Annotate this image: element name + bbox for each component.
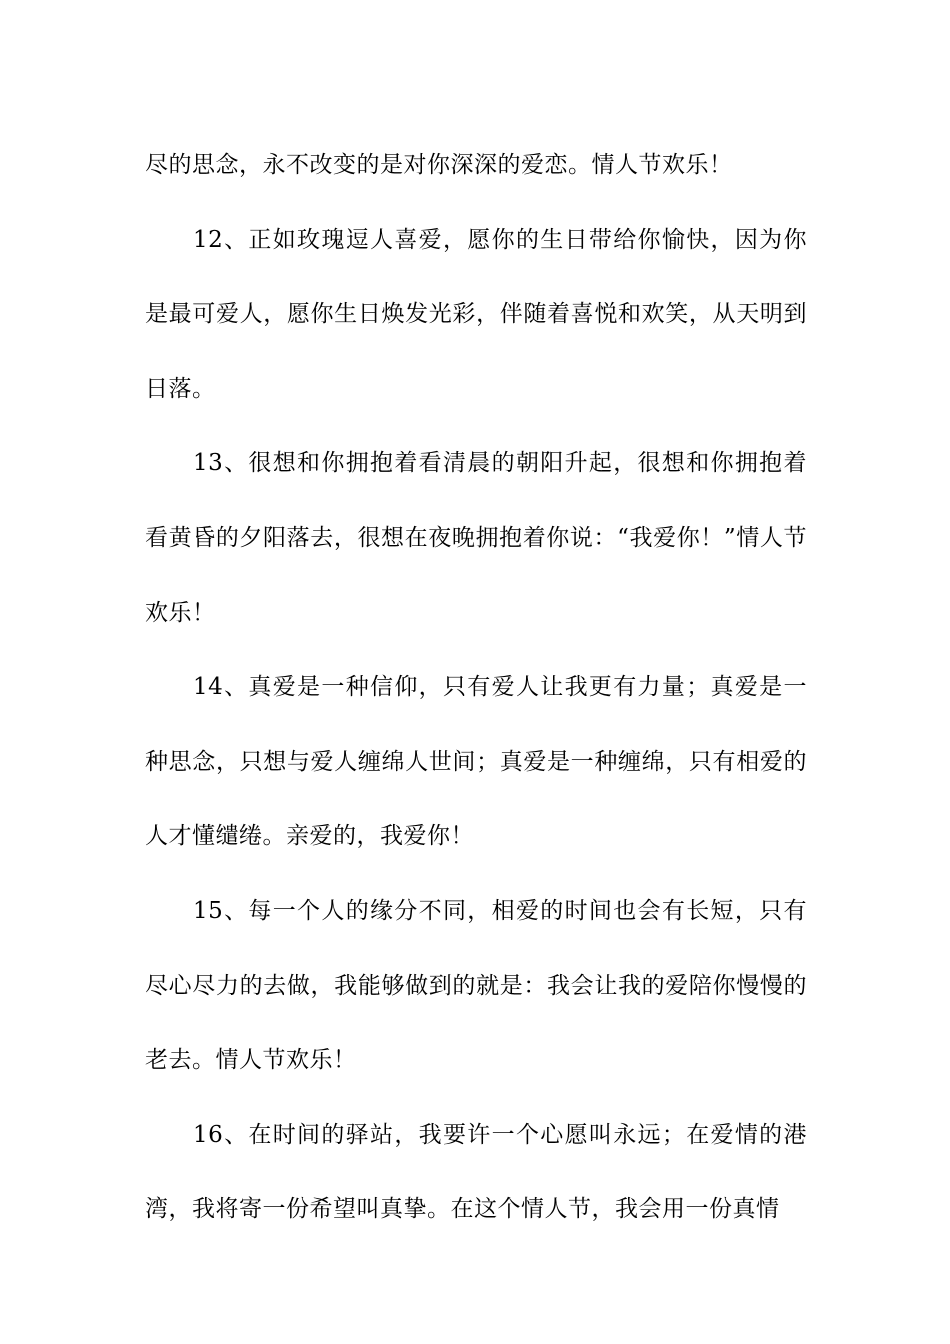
paragraph-14: 14、真爱是一种信仰，只有爱人让我更有力量；真爱是一种思念，只想与爱人缠绵人世间；真爱是一种缠绵，只有相爱的人才懂缱绻。亲爱的，我爱你！ [145, 674, 807, 850]
paragraph-16: 16、在时间的驿站，我要许一个心愿叫永远；在爱情的港湾，我将寄一份希望叫真挚。在这个情人节，我会用一份真情 [145, 1121, 807, 1223]
paragraph-12: 12、正如玫瑰逗人喜爱，愿你的生日带给你愉快，因为你是最可爱人，愿你生日焕发光彩，伴随着喜悦和欢笑，从天明到日落。 [145, 226, 807, 402]
document-body [145, 128, 807, 1247]
paragraph-continuation: 尽的思念，永不改变的是对你深深的爱恋。情人节欢乐！ [145, 152, 733, 178]
paragraph-15: 15、每一个人的缘分不同，相爱的时间也会有长短，只有尽心尽力的去做，我能够做到的就是：我会让我的爱陪你慢慢的老去。情人节欢乐！ [145, 897, 807, 1074]
paragraph-13: 13、很想和你拥抱着看清晨的朝阳升起，很想和你拥抱着看黄昏的夕阳落去，很想在夜晚拥抱着你说：“我爱你！”情人节欢乐！ [145, 450, 807, 626]
